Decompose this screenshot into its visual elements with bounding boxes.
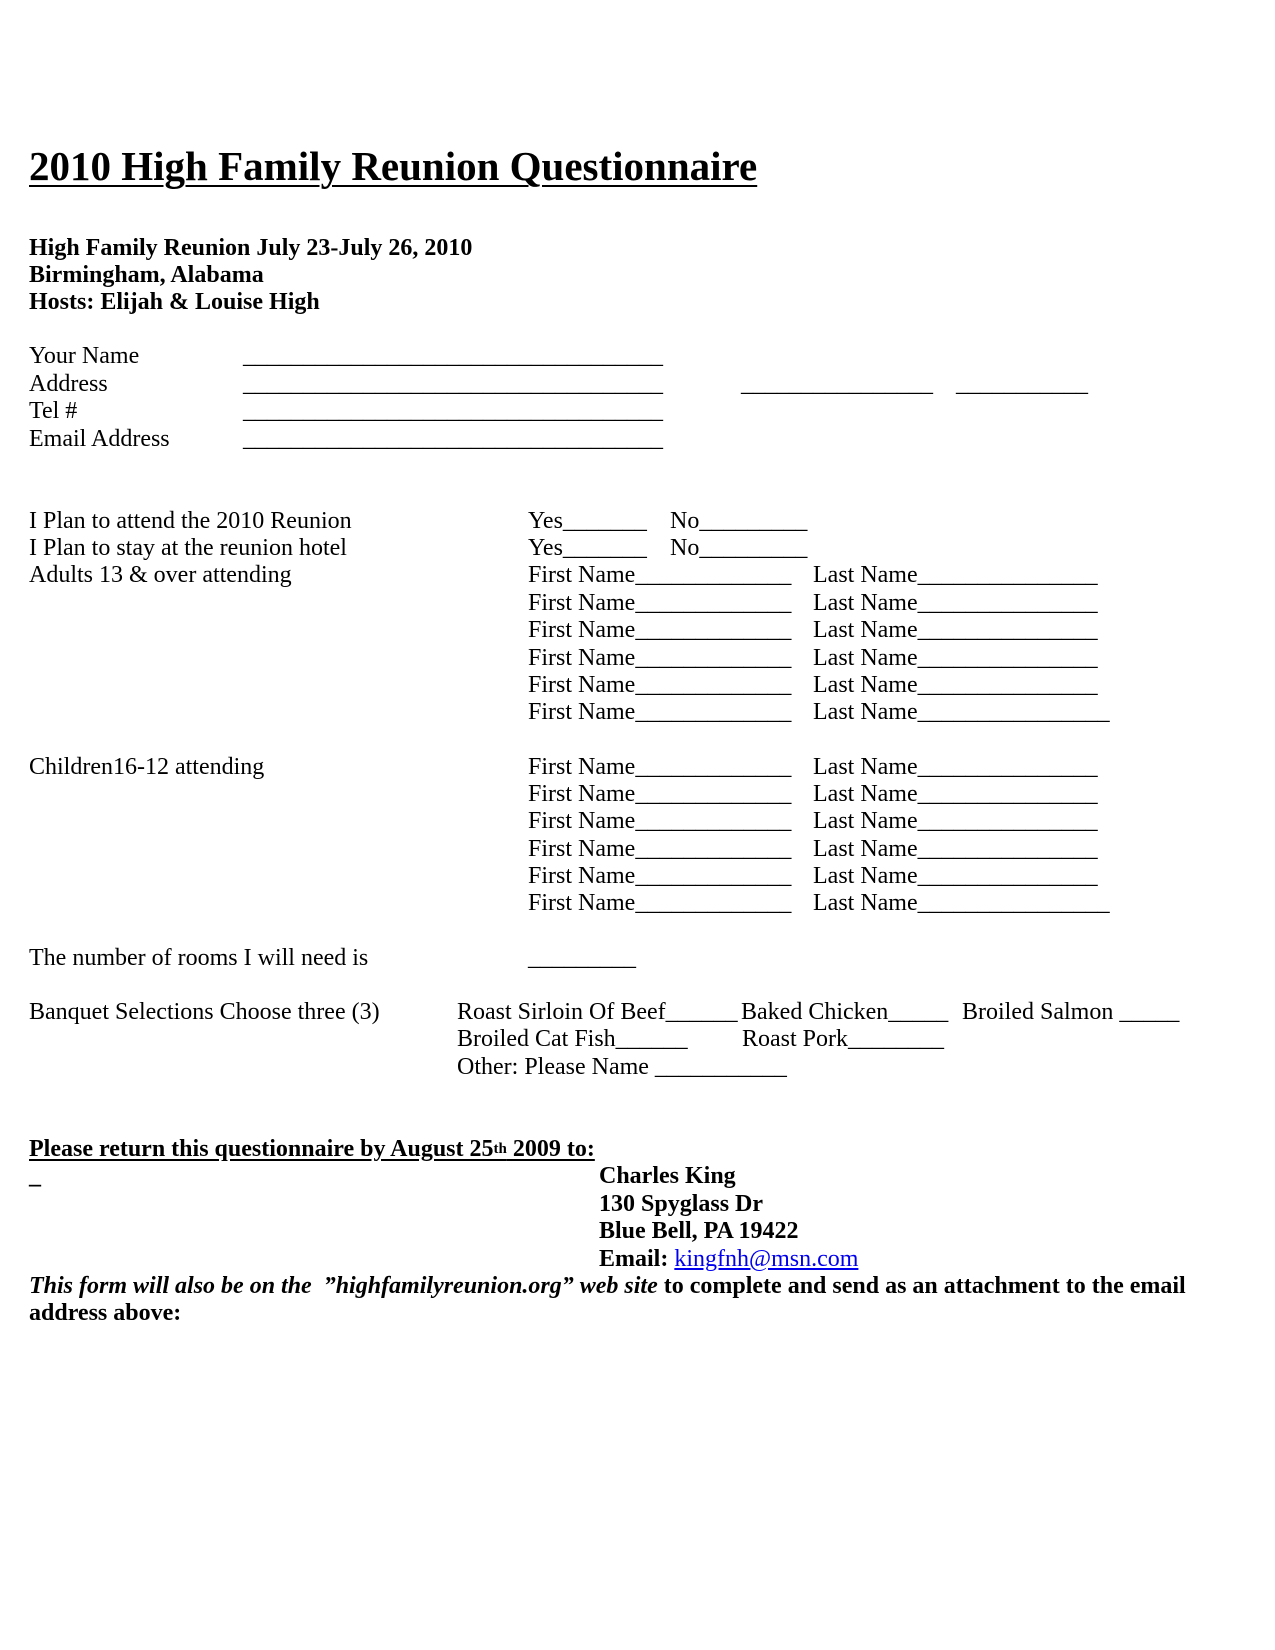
name-label: Your Name	[29, 343, 140, 369]
email-field[interactable]: ___________________________________	[243, 426, 663, 452]
adult-last-name[interactable]: Last Name_______________	[813, 672, 1098, 698]
adults-label: Adults 13 & over attending	[29, 562, 292, 588]
email-link[interactable]: kingfnh@msn.com	[674, 1246, 859, 1272]
rooms-label: The number of rooms I will need is	[29, 945, 369, 971]
child-last-name[interactable]: Last Name_______________	[813, 808, 1098, 834]
child-first-name[interactable]: First Name_____________	[528, 863, 792, 889]
banquet-pork-option[interactable]: Roast Pork________	[742, 1026, 945, 1052]
child-last-name[interactable]: Last Name_______________	[813, 863, 1098, 889]
hotel-label: I Plan to stay at the reunion hotel	[29, 535, 347, 561]
footer-text: to complete and send as an attachment to the email	[657, 1273, 1186, 1299]
footer-line	[29, 1272, 1186, 1300]
hotel-no[interactable]: No_________	[670, 535, 808, 561]
attend-yes[interactable]: Yes_______	[528, 508, 647, 534]
banquet-other-option[interactable]: Other: Please Name ___________	[457, 1054, 787, 1080]
banquet-catfish-option[interactable]: Broiled Cat Fish______	[457, 1026, 688, 1052]
child-last-name[interactable]: Last Name_______________	[813, 781, 1098, 807]
address-label: Address	[29, 371, 108, 397]
address-city-field[interactable]: ________________	[741, 371, 933, 397]
child-first-name[interactable]: First Name_____________	[528, 754, 792, 780]
event-dates: High Family Reunion July 23-July 26, 2010	[29, 235, 473, 261]
adult-first-name[interactable]: First Name_____________	[528, 672, 792, 698]
attend-label: I Plan to attend the 2010 Reunion	[29, 508, 352, 534]
page-title: 2010 High Family Reunion Questionnaire	[29, 143, 758, 189]
attend-no[interactable]: No_________	[670, 508, 808, 534]
address-field[interactable]: ___________________________________	[243, 371, 663, 397]
email-label-text: Email:	[599, 1246, 675, 1272]
banquet-chicken-option[interactable]: Baked Chicken_____	[741, 999, 949, 1025]
child-first-name[interactable]: First Name_____________	[528, 836, 792, 862]
return-dash: _	[29, 1163, 41, 1189]
rooms-field[interactable]: _________	[528, 945, 636, 971]
tel-field[interactable]: ___________________________________	[243, 398, 663, 424]
event-location: Birmingham, Alabama	[29, 262, 264, 288]
child-first-name[interactable]: First Name_____________	[528, 808, 792, 834]
mailing-email	[599, 1245, 858, 1273]
child-first-name[interactable]: First Name_____________	[528, 781, 792, 807]
mailing-name: Charles King	[599, 1163, 736, 1189]
adult-first-name[interactable]: First Name_____________	[528, 645, 792, 671]
mailing-city: Blue Bell, PA 19422	[599, 1218, 799, 1244]
adult-first-name[interactable]: First Name_____________	[528, 590, 792, 616]
child-first-name[interactable]: First Name_____________	[528, 890, 792, 916]
child-last-name[interactable]: Last Name________________	[813, 890, 1110, 916]
adult-last-name[interactable]: Last Name_______________	[813, 645, 1098, 671]
banquet-salmon-option[interactable]: Broiled Salmon _____	[962, 999, 1180, 1025]
return-instructions	[29, 1135, 595, 1163]
child-last-name[interactable]: Last Name_______________	[813, 754, 1098, 780]
adult-last-name[interactable]: Last Name_______________	[813, 617, 1098, 643]
children-label: Children16-12 attending	[29, 754, 265, 780]
child-last-name[interactable]: Last Name_______________	[813, 836, 1098, 862]
name-field[interactable]: ___________________________________	[243, 343, 663, 369]
address-zip-field[interactable]: ___________	[956, 371, 1088, 397]
adult-last-name[interactable]: Last Name________________	[813, 699, 1110, 725]
email-label: Email Address	[29, 426, 170, 452]
event-hosts: Hosts: Elijah & Louise High	[29, 289, 320, 315]
adult-first-name[interactable]: First Name_____________	[528, 562, 792, 588]
adult-last-name[interactable]: Last Name_______________	[813, 590, 1098, 616]
hotel-yes[interactable]: Yes_______	[528, 535, 647, 561]
return-text: Please return this questionnaire by August 25	[29, 1136, 494, 1162]
mailing-street: 130 Spyglass Dr	[599, 1191, 764, 1217]
adult-last-name[interactable]: Last Name_______________	[813, 562, 1098, 588]
banquet-label: Banquet Selections Choose three (3)	[29, 999, 380, 1025]
tel-label: Tel #	[29, 398, 78, 424]
footer-line-2: address above:	[29, 1300, 182, 1326]
return-text-end: 2009 to:	[506, 1136, 595, 1162]
footer-italic-text: This form will also be on the ”highfamilyreunion.org” web site	[29, 1273, 658, 1299]
return-superscript: th	[493, 1141, 507, 1157]
adult-first-name[interactable]: First Name_____________	[528, 617, 792, 643]
adult-first-name[interactable]: First Name_____________	[528, 699, 792, 725]
banquet-beef-option[interactable]: Roast Sirloin Of Beef______	[457, 999, 738, 1025]
